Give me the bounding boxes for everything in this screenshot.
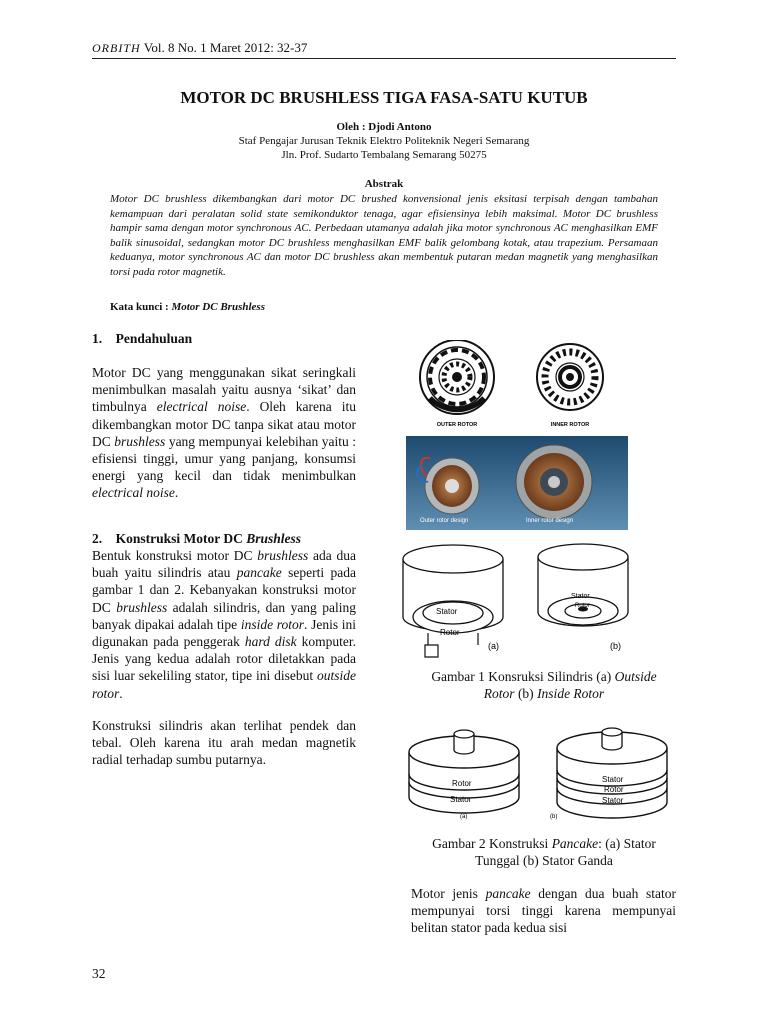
caption-text-italic: Inside Rotor — [537, 686, 605, 701]
text-run: Motor DC yang menggunakan sikat seringkali menimbulkan masalah yaitu ausnya ‘sikat’ dan timbulnya — [92, 365, 356, 415]
paper-title: MOTOR DC BRUSHLESS TIGA FASA-SATU KUTUB — [180, 88, 588, 107]
caption-text: Gambar 2 Konstruksi — [432, 836, 549, 851]
section-1-paragraph — [92, 364, 356, 502]
heading-text: 2. Konstruksi Motor DC — [92, 531, 243, 546]
journal-issue: Vol. 8 No. 1 Maret 2012: 32-37 — [143, 40, 308, 55]
affiliation-line-1: Staf Pengajar Jurusan Teknik Elektro Politeknik Negeri Semarang — [238, 135, 530, 147]
text-run: . — [119, 685, 123, 701]
caption-text-italic: Rotor — [483, 686, 515, 701]
section-2-paragraph-2: Konstruksi silindris akan terlihat pendek dan tebal. Oleh karena itu arah medan magnetik radial terhadap sumbu putarnya. — [92, 718, 356, 768]
text-run: . Jenis ini digunakan pada penggerak — [92, 616, 356, 650]
running-header — [92, 40, 307, 56]
affiliation-line-2: Jln. Prof. Sudarto Tembalang Semarang 50275 — [281, 149, 487, 161]
text-run: seperti pada gambar 1 dan 2. Kebanyakan konstruksi motor DC — [92, 565, 357, 615]
section-2-heading — [92, 531, 301, 547]
figure-1-cylinder-drawings — [398, 537, 648, 667]
section-2-paragraph — [92, 547, 356, 702]
text-run-italic: inside rotor — [240, 616, 305, 632]
heading-text-italic: Brushless — [246, 531, 302, 546]
fig2b-rotor-label: Rotor — [604, 785, 624, 794]
text-run: ada dua buah yaitu silindris atau — [92, 548, 356, 581]
text-run-italic: outside rotor — [92, 668, 357, 701]
fig2b-stator-top-label: Stator — [602, 775, 624, 784]
abstract-text: Motor DC brushless dikembangkan dari motor DC brushed konvensional jenis eksitasi terpisah dengan tambahan kemampuan dari peralatan solid state semikonduktor tenaga, agar efisiensinya lebih maksimal. Motor DC brushless hampir sama dengan motor synchronous AC. Perbedaan utamanya adalah jika motor synchronous AC menghasilkan EMF balik sinusoidal, sedangkan motor DC brushless menghasilkan EMF balik gelombang kotak, atau trapezium. Persamaan keduanya, motor synchronous AC dan motor DC brushless akan membentuk putaran medan magnetik yang menghasilkan torsi pada rotor magnetik. — [110, 193, 658, 278]
text-run: komputer. Jenis yang kedua adalah rotor diletakkan pada sisi luar sekeliling stator, tipe ini disebut — [92, 634, 356, 684]
text-run: adalah silindris, dan yang paling banyak dipakai adalah tipe — [92, 599, 356, 632]
outer-rotor-drawing — [420, 340, 494, 414]
text-run-italic: brushless — [114, 433, 166, 449]
figure-1-rotor-drawings — [410, 340, 625, 432]
fig2a-stator-label: Stator — [450, 795, 472, 804]
text-run: yang mempunyai kelebihan yaitu : efisiensi tinggi, umur yang panjang, konsumsi energi yang kecil dan tidak menimbulkan — [92, 433, 357, 484]
fig1b-stator-label: Stator — [571, 593, 590, 600]
text-run-italic: brushless — [116, 599, 168, 615]
fig1b-label: (b) — [610, 641, 621, 651]
fig1a-stator-label: Stator — [436, 607, 458, 616]
caption-text-italic: Pancake — [551, 836, 599, 851]
text-run: dengan dua buah stator mempunyai torsi tinggi karena mempunyai belitan stator pada kedua sisi — [411, 886, 677, 936]
abstract-heading: Abstrak — [364, 178, 404, 190]
keywords-label: Kata kunci : — [110, 301, 169, 313]
fig2a-label: (a) — [460, 814, 468, 820]
keywords-value: Motor DC Brushless — [171, 301, 265, 313]
inner-rotor-photo — [516, 445, 592, 519]
outer-rotor-label: OUTER ROTOR — [436, 422, 478, 428]
section-1-heading: 1. Pendahuluan — [92, 331, 193, 346]
inner-rotor-label: INNER ROTOR — [550, 422, 590, 428]
text-run-italic: brushless — [257, 548, 309, 563]
text-run-italic: electrical noise — [156, 399, 247, 415]
journal-name: ORBITH — [92, 41, 141, 55]
text-run-italic: hard disk — [244, 634, 297, 650]
text-run-italic: pancake — [236, 565, 282, 581]
photo-label-outer: Outer rotor design — [420, 518, 469, 524]
fig2a-rotor-label: Rotor — [452, 779, 472, 788]
keywords — [110, 301, 265, 313]
caption-text: (b) — [517, 686, 534, 701]
fig2b-label: (b) — [550, 814, 558, 820]
text-run: . — [174, 485, 179, 501]
text-run-italic: electrical noise — [92, 485, 175, 501]
figure-1-photo — [406, 436, 628, 530]
fig1b-rotor-label: Rotor — [575, 603, 590, 609]
caption-text: Tunggal (b) Stator Ganda — [475, 853, 613, 868]
inner-rotor-drawing — [537, 344, 603, 410]
caption-text-italic: Outside — [614, 669, 657, 684]
figure-2-caption — [404, 835, 684, 869]
caption-text: : (a) Stator — [598, 836, 656, 851]
inside-rotor-drawing — [538, 544, 628, 626]
paper-author: Oleh : Djodi Antono — [336, 121, 432, 133]
text-run: Bentuk konstruksi motor DC — [92, 548, 253, 563]
text-run: Motor jenis — [411, 886, 478, 901]
figure-2-pancake-drawings — [404, 712, 674, 824]
figure-1-caption — [404, 668, 684, 702]
caption-text: Gambar 1 Konsruksi Silindris (a) — [431, 669, 612, 684]
page-number: 32 — [92, 966, 106, 981]
text-run: . Oleh karena itu dikembangkan motor DC tanpa sikat atau motor DC — [92, 399, 356, 449]
header-rule — [92, 58, 676, 59]
fig1a-rotor-label: Rotor — [440, 628, 460, 637]
text-run-italic: pancake — [485, 886, 531, 901]
photo-label-inner: Inner rotor design — [526, 518, 574, 524]
right-column-paragraph — [411, 885, 676, 937]
fig1a-label: (a) — [488, 641, 499, 651]
fig2b-stator-bottom-label: Stator — [602, 796, 624, 805]
